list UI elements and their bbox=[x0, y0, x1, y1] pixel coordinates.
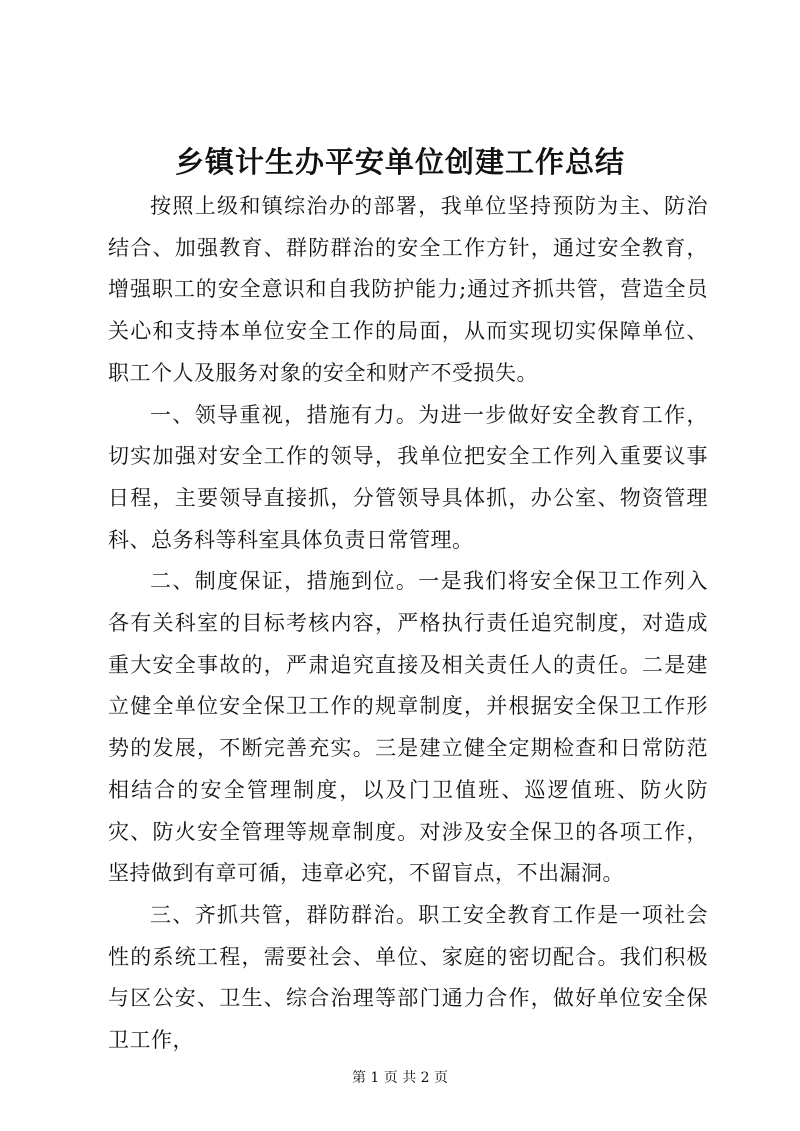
document-title: 乡镇计生办平安单位创建工作总结 bbox=[174, 145, 625, 179]
document-body bbox=[108, 186, 708, 1062]
paragraph-section-1: 一、领导重视，措施有力。为进一步做好安全教育工作，切实加强对安全工作的领导，我单位把安全工作列入重要议事日程，主要领导直接抓，分管领导具体抓，办公室、物资管理科、总务科等科室具体负责日常管理。 bbox=[108, 402, 708, 552]
paragraph-section-3: 三、齐抓共管，群防群治。职工安全教育工作是一项社会性的系统工程，需要社会、单位、家庭的密切配合。我们积极与区公安、卫生、综合治理等部门通力合作，做好单位安全保卫工作， bbox=[108, 902, 708, 1053]
paragraph-intro: 按照上级和镇综治办的部署，我单位坚持预防为主、防治结合、加强教育、群防群治的安全工作方针，通过安全教育，增强职工的安全意识和自我防护能力;通过齐抓共管，营造全员关心和支持本单位安全工作的局面，从而实现切实保障单位、职工个人及服务对象的安全和财产不受损失。 bbox=[108, 194, 708, 385]
page-number-footer: 第 1 页 共 2 页 bbox=[351, 1070, 449, 1086]
paragraph-section-2: 二、制度保证，措施到位。一是我们将安全保卫工作列入各有关科室的目标考核内容，严格执行责任追究制度，对造成重大安全事故的，严肃追究直接及相关责任人的责任。二是建立健全单位安全保卫工作的规章制度，并根据安全保卫工作形势的发展，不断完善充实。三是建立健全定期检查和日常防范相结合的安全管理制度，以及门卫值班、巡逻值班、防火防灾、防火安全管理等规章制度。对涉及安全保卫的各项工作，坚持做到有章可循，违章必究，不留盲点，不出漏洞。 bbox=[108, 569, 708, 886]
